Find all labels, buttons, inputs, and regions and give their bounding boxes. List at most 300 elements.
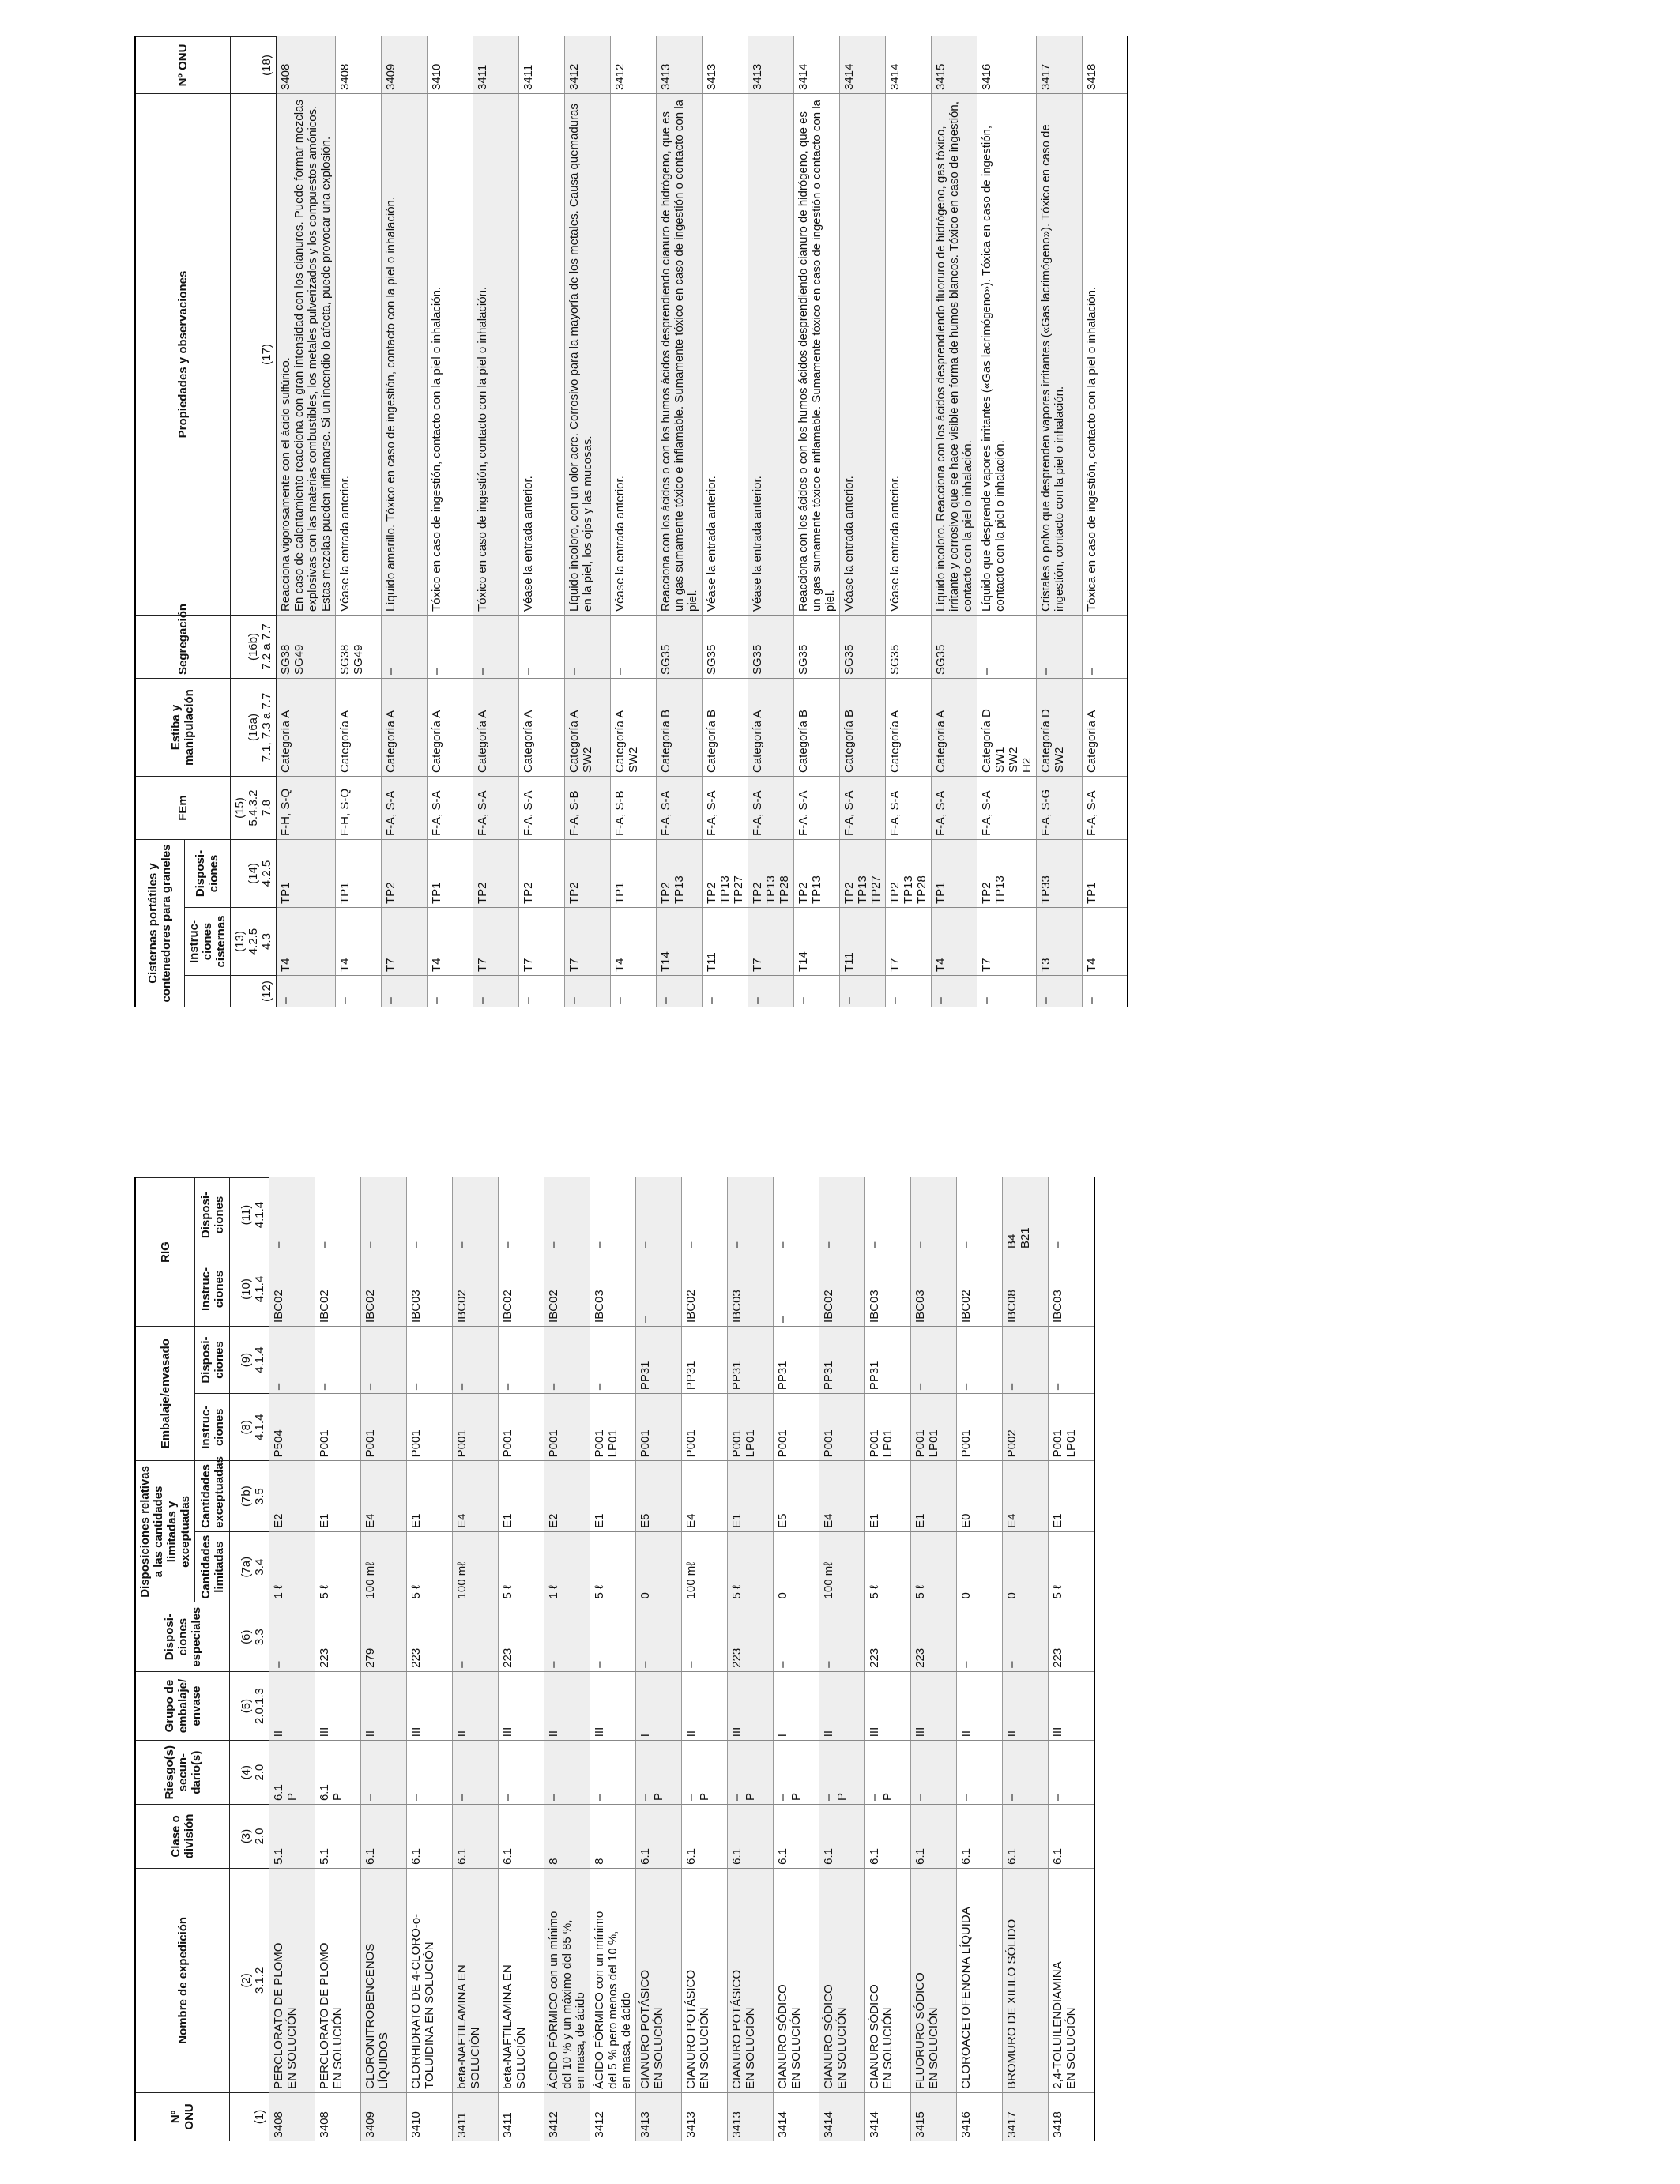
cell-un: 3408 [315,2092,361,2141]
cell-subrisk: 6.1 P [315,1741,361,1805]
cell-tank-instr: T7 [977,908,1036,976]
cell-ibc-prov: – [590,1178,636,1252]
cell-col12: – [748,976,793,1007]
cell-ibc-instr: IBC02 [269,1252,315,1327]
cell-name: FLUORURO SÓDICO EN SOLUCIÓN [911,1868,957,2092]
cell-tank-prov: TP2 TP13 [977,840,1036,908]
cell-ibc-instr: IBC02 [682,1252,728,1327]
cell-class: 6.1 [911,1805,957,1869]
cell-pack-instr: P002 [1003,1394,1049,1461]
cell-excepted-qty: E1 [590,1461,636,1532]
cell-pg: I [774,1671,819,1740]
cell-tank-instr: T14 [656,908,702,976]
cell-subrisk: 6.1 P [269,1741,315,1805]
cell-pg: III [728,1671,774,1740]
cell-un: 3413 [636,2092,682,2141]
table-row [269,1178,315,2141]
cell-name: PERCLORATO DE PLOMO EN SOLUCIÓN [269,1868,315,2092]
table-row [499,1178,544,2141]
cell-properties: Líquido incoloro, con un olor acre. Corrosivo para la mayoría de los metales. Causa quemaduras en la piel, los ojos y las mucosas. [564,94,610,616]
col-eq-header: Cantidades exceptuadas [195,1461,230,1532]
cell-un: 3416 [957,2092,1003,2141]
cell-special: 223 [499,1602,544,1671]
cell-col12: – [564,976,610,1007]
table-row [453,1178,499,2141]
table-row [682,1178,728,2141]
table-row [427,37,473,1007]
cell-excepted-qty: E2 [544,1461,590,1532]
cell-tank-instr: T3 [1036,908,1082,976]
cell-segregation: – [518,616,564,679]
cell-name: ÁCIDO FÓRMICO con un mínimo del 5 % pero menos del 10 %, en masa, de ácido [590,1868,636,2092]
table-row [728,1178,774,2141]
cell-pack-instr: P001 [453,1394,499,1461]
col-num-3: (3) 2.0 [230,1805,269,1869]
cell-limited-qty: 5 ℓ [1049,1531,1094,1602]
cell-pack-instr: P001 LP01 [911,1394,957,1461]
cell-properties: Reacciona con los ácidos o con los humos ácidos desprendiendo cianuro de hidrógeno, que es un gas sumamente tóxico e inflamable. Sumamente tóxico en caso de ingestión o contacto con la piel. [656,94,702,616]
cell-segregation: – [427,616,473,679]
cell-col12: – [473,976,518,1007]
cell-name: beta-NAFTILAMINA EN SOLUCIÓN [453,1868,499,2092]
cell-col12: – [518,976,564,1007]
cell-class: 5.1 [269,1805,315,1869]
cell-ibc-instr: IBC03 [1049,1252,1094,1327]
cell-tank-instr: T11 [839,908,885,976]
cell-col12: – [793,976,839,1007]
cell-stowage: Categoría A [335,679,381,777]
cell-limited-qty: 100 mℓ [361,1531,407,1602]
cell-subrisk: – [957,1741,1003,1805]
cell-properties: Tóxico en caso de ingestión, contacto con la piel o inhalación. [427,94,473,616]
cell-pack-prov: – [315,1326,361,1393]
cell-col12: – [276,976,335,1007]
col-num-14: (14) 4.2.5 [230,840,276,908]
cell-tank-instr: T14 [793,908,839,976]
cell-ems: F-A, S-A [748,777,793,840]
cell-name: CIANURO POTÁSICO EN SOLUCIÓN [682,1868,728,2092]
table-row [702,37,748,1007]
cell-pack-instr: P001 LP01 [728,1394,774,1461]
cell-tank-prov: TP2 [381,840,427,908]
cell-special: – [453,1602,499,1671]
table-row [276,37,335,1007]
cell-name: 2,4-TOLUILENDIAMINA EN SOLUCIÓN [1049,1868,1094,2092]
cell-ibc-instr: IBC02 [544,1252,590,1327]
cell-un: 3413 [656,37,702,94]
cell-limited-qty: 5 ℓ [590,1531,636,1602]
cell-tank-instr: T4 [335,908,381,976]
cell-special: 223 [407,1602,453,1671]
cell-name: BROMURO DE XILILO SÓLIDO [1003,1868,1049,2092]
cell-tank-prov: TP1 [427,840,473,908]
cell-excepted-qty: E1 [1049,1461,1094,1532]
dg-table-right [134,36,1128,1007]
cell-col12: – [885,976,931,1007]
cell-ibc-instr: IBC02 [361,1252,407,1327]
cell-excepted-qty: E5 [636,1461,682,1532]
cell-stowage: Categoría A [748,679,793,777]
cell-name: CIANURO POTÁSICO EN SOLUCIÓN [728,1868,774,2092]
cell-un: 3415 [931,37,977,94]
cell-pack-instr: P001 [957,1394,1003,1461]
cell-name: CIANURO POTÁSICO EN SOLUCIÓN [636,1868,682,2092]
cell-un: 3417 [1003,2092,1049,2141]
cell-class: 8 [544,1805,590,1869]
cell-pack-prov: – [1049,1326,1094,1393]
cell-subrisk: – P [865,1741,911,1805]
cell-class: 6.1 [865,1805,911,1869]
cell-class: 6.1 [636,1805,682,1869]
cell-special: – [819,1602,865,1671]
cell-properties: Tóxico en caso de ingestión, contacto con la piel o inhalación. [473,94,518,616]
cell-pack-prov: – [453,1326,499,1393]
cell-segregation: – [473,616,518,679]
cell-ems: F-A, S-A [518,777,564,840]
cell-properties: Líquido que desprende vapores irritantes («Gas lacrimógeno»). Tóxica en caso de ingestión, contacto con la piel o inhalación. [977,94,1036,616]
cell-pack-instr: P001 [361,1394,407,1461]
dg-table-left [134,1177,1095,2141]
cell-properties: Tóxica en caso de ingestión, contacto con la piel o inhalación. [1082,94,1128,616]
cell-special: – [636,1602,682,1671]
cell-limited-qty: 0 [774,1531,819,1602]
cell-un: 3418 [1049,2092,1094,2141]
cell-pack-instr: P504 [269,1394,315,1461]
cell-special: 223 [865,1602,911,1671]
cell-tank-instr: T7 [473,908,518,976]
cell-pack-instr: P001 [636,1394,682,1461]
col-num-10: (10) 4.1.4 [230,1252,269,1327]
col-12-blank [184,976,230,1007]
table-row [748,37,793,1007]
cell-ibc-prov: – [819,1178,865,1252]
cell-tank-instr: T7 [748,908,793,976]
cell-name: CIANURO SÓDICO EN SOLUCIÓN [774,1868,819,2092]
col-stow-header: Estiba y manipulación [135,679,230,777]
cell-segregation: SG35 [793,616,839,679]
cell-un: 3414 [793,37,839,94]
cell-stowage: Categoría D SW1 SW2 H2 [977,679,1036,777]
table-row [361,1178,407,2141]
cell-ems: F-A, S-A [381,777,427,840]
cell-pack-prov: – [590,1326,636,1393]
cell-stowage: Categoría A [518,679,564,777]
cell-excepted-qty: E1 [911,1461,957,1532]
cell-name: CLORHIDRATO DE 4-CLORO-o- TOLUIDINA EN SOLUCIÓN [407,1868,453,2092]
cell-un: 3414 [819,2092,865,2141]
cell-properties: Líquido incoloro. Reacciona con los ácidos desprendiendo fluoruro de hidrógeno, gas tóxico, irritante y corrosivo que se hace visible en forma de humos blancos. Tóxico en caso de ingestión, contacto con la piel o inhalación. [931,94,977,616]
cell-limited-qty: 100 mℓ [819,1531,865,1602]
cell-tank-prov: TP2 TP13 TP27 [839,840,885,908]
cell-un: 3413 [748,37,793,94]
cell-subrisk: – P [774,1741,819,1805]
cell-tank-prov: TP2 [473,840,518,908]
cell-limited-qty: 5 ℓ [911,1531,957,1602]
cell-special: 223 [1049,1602,1094,1671]
col-num-16b: (16b) 7.2 a 7.7 [230,616,276,679]
col-props-header: Propiedades y observaciones [135,94,230,616]
col-num-15: (15) 5.4.3.2 7.8 [230,777,276,840]
col-tank-prov-header: Disposi-ciones [184,840,230,908]
cell-class: 5.1 [315,1805,361,1869]
cell-subrisk: – [361,1741,407,1805]
cell-limited-qty: 1 ℓ [544,1531,590,1602]
cell-limited-qty: 5 ℓ [315,1531,361,1602]
cell-un: 3414 [865,2092,911,2141]
cell-ibc-prov: – [865,1178,911,1252]
cell-limited-qty: 1 ℓ [269,1531,315,1602]
table-row [793,37,839,1007]
col-subrisk-header: Riesgo(s) secun-dario(s) [135,1741,230,1805]
cell-subrisk: – P [682,1741,728,1805]
cell-un: 3410 [427,37,473,94]
cell-ibc-prov: – [911,1178,957,1252]
cell-subrisk: – [499,1741,544,1805]
table-row [839,37,885,1007]
cell-ibc-instr: IBC03 [911,1252,957,1327]
cell-un: 3411 [473,37,518,94]
cell-ems: F-A, S-A [427,777,473,840]
cell-class: 6.1 [682,1805,728,1869]
cell-ems: F-A, S-B [610,777,656,840]
cell-ems: F-A, S-A [839,777,885,840]
cell-ibc-prov: – [682,1178,728,1252]
table-row [544,1178,590,2141]
cell-tank-prov: TP1 [335,840,381,908]
cell-stowage: Categoría B [702,679,748,777]
cell-excepted-qty: E1 [407,1461,453,1532]
cell-tank-prov: TP2 TP13 TP28 [885,840,931,908]
cell-excepted-qty: E4 [361,1461,407,1532]
cell-special: – [269,1602,315,1671]
col-ems-header: FEm [135,777,230,840]
cell-pg: II [361,1671,407,1740]
col-lq-header: Cantidades limitadas [195,1531,230,1602]
cell-pg: III [1049,1671,1094,1740]
cell-pack-instr: P001 [774,1394,819,1461]
cell-ibc-prov: – [361,1178,407,1252]
cell-tank-instr: T11 [702,908,748,976]
table-row [1082,37,1128,1007]
col-num-9: (9) 4.1.4 [230,1326,269,1393]
cell-properties: Líquido amarillo. Tóxico en caso de ingestión, contacto con la piel o inhalación. [381,94,427,616]
cell-subrisk: – P [728,1741,774,1805]
cell-pack-instr: P001 LP01 [865,1394,911,1461]
col-num-1: (1) [230,2092,269,2141]
cell-col12: – [977,976,1036,1007]
cell-subrisk: – [453,1741,499,1805]
cell-excepted-qty: E4 [682,1461,728,1532]
cell-pack-prov: PP31 [636,1326,682,1393]
cell-ibc-prov: – [315,1178,361,1252]
cell-limited-qty: 100 mℓ [453,1531,499,1602]
cell-ibc-instr: – [636,1252,682,1327]
cell-class: 6.1 [819,1805,865,1869]
cell-un: 3412 [564,37,610,94]
cell-segregation: SG35 [656,616,702,679]
cell-ems: F-A, S-A [885,777,931,840]
cell-ems: F-A, S-G [1036,777,1082,840]
cell-pack-instr: P001 [819,1394,865,1461]
cell-special: 223 [315,1602,361,1671]
cell-pack-instr: P001 LP01 [590,1394,636,1461]
cell-col12: – [610,976,656,1007]
cell-name: CIANURO SÓDICO EN SOLUCIÓN [865,1868,911,2092]
col-num-5: (5) 2.0.1.3 [230,1671,269,1740]
cell-stowage: Categoría A [276,679,335,777]
cell-tank-instr: T4 [931,908,977,976]
cell-name: ÁCIDO FÓRMICO con un mínimo del 10 % y un máximo del 85 %, en masa, de ácido [544,1868,590,2092]
cell-ibc-instr: IBC02 [499,1252,544,1327]
cell-properties: Cristales o polvo que desprenden vapores irritantes («Gas lacrimógeno»). Tóxico en caso de ingestión, contacto con la piel o inhalación. [1036,94,1082,616]
cell-name: CLORONITROBENCENOS LÍQUIDOS [361,1868,407,2092]
cell-ems: F-H, S-Q [276,777,335,840]
cell-excepted-qty: E4 [453,1461,499,1532]
cell-ems: F-A, S-A [977,777,1036,840]
cell-special: 223 [728,1602,774,1671]
cell-tank-prov: TP2 TP13 TP28 [748,840,793,908]
cell-stowage: Categoría A SW2 [610,679,656,777]
cell-pg: II [819,1671,865,1740]
cell-class: 8 [590,1805,636,1869]
cell-col12: – [1036,976,1082,1007]
cell-col12: – [839,976,885,1007]
cell-pack-instr: P001 [315,1394,361,1461]
right-table-body [276,37,1128,1007]
cell-excepted-qty: E1 [865,1461,911,1532]
cell-name: CIANURO SÓDICO EN SOLUCIÓN [819,1868,865,2092]
col-pack-instr-header: Instruc-ciones [195,1394,230,1461]
cell-un: 3409 [361,2092,407,2141]
cell-ibc-prov: – [636,1178,682,1252]
cell-ibc-instr: IBC03 [590,1252,636,1327]
cell-col12: – [702,976,748,1007]
col-class-header: Clase o división [135,1805,230,1869]
cell-pack-prov: – [269,1326,315,1393]
cell-tank-instr: T4 [1082,908,1128,976]
cell-ibc-prov: – [499,1178,544,1252]
cell-pack-prov: PP31 [728,1326,774,1393]
cell-ems: F-A, S-A [702,777,748,840]
cell-tank-prov: TP2 TP13 TP27 [702,840,748,908]
cell-subrisk: – [590,1741,636,1805]
cell-tank-prov: TP1 [610,840,656,908]
cell-limited-qty: 5 ℓ [499,1531,544,1602]
cell-class: 6.1 [1049,1805,1094,1869]
cell-pack-prov: PP31 [819,1326,865,1393]
cell-ibc-prov: – [269,1178,315,1252]
cell-pg: II [957,1671,1003,1740]
table-row [564,37,610,1007]
col-num-2: (2) 3.1.2 [230,1868,269,2092]
cell-pack-prov: PP31 [865,1326,911,1393]
cell-properties: Véase la entrada anterior. [335,94,381,616]
col-num-11: (11) 4.1.4 [230,1178,269,1252]
col-sp-header: Disposi-ciones especiales [135,1602,230,1671]
cell-excepted-qty: E1 [499,1461,544,1532]
cell-pack-prov: – [361,1326,407,1393]
cell-ibc-prov: B4 B21 [1003,1178,1049,1252]
cell-properties: Véase la entrada anterior. [702,94,748,616]
cell-un: 3412 [544,2092,590,2141]
table-row [977,37,1036,1007]
cell-segregation: SG35 [931,616,977,679]
cell-tank-instr: T7 [564,908,610,976]
cell-segregation: – [977,616,1036,679]
cell-pg: II [1003,1671,1049,1740]
col-num-18: (18) [230,37,276,94]
cell-special: – [774,1602,819,1671]
cell-properties: Reacciona vigorosamente con el ácido sulfúrico. En caso de calentamiento reacciona con gran intensidad con los cianuros. Puede formar mezclas explosivas con las materias combustibles, los metales pulverizados y los compuestos amónicos. Estas mezclas pueden inflamarse. Si un incendio lo afecta, puede provocar una explosión. [276,94,335,616]
cell-segregation: SG35 [702,616,748,679]
cell-un: 3408 [335,37,381,94]
cell-ibc-instr: IBC02 [453,1252,499,1327]
cell-stowage: Categoría A [931,679,977,777]
cell-stowage: Categoría B [839,679,885,777]
cell-class: 6.1 [728,1805,774,1869]
cell-class: 6.1 [453,1805,499,1869]
table-row [774,1178,819,2141]
col-tank-group-header: Cisternas portátiles y contenedores para graneles [135,840,184,1007]
table-row [957,1178,1003,2141]
cell-segregation: – [564,616,610,679]
cell-excepted-qty: E1 [728,1461,774,1532]
cell-segregation: – [1082,616,1128,679]
cell-subrisk: – [407,1741,453,1805]
cell-segregation: SG38 SG49 [335,616,381,679]
col-num-12: (12) [230,976,276,1007]
table-row [885,37,931,1007]
cell-pack-prov: – [957,1326,1003,1393]
table-row [407,1178,453,2141]
col-name-header: Nombre de expedición [135,1868,230,2092]
cell-stowage: Categoría A [885,679,931,777]
cell-pg: II [682,1671,728,1740]
cell-pack-instr: P001 [499,1394,544,1461]
cell-un: 3411 [453,2092,499,2141]
cell-ems: F-A, S-A [1082,777,1128,840]
cell-un: 3418 [1082,37,1128,94]
cell-tank-prov: TP2 TP13 [793,840,839,908]
table-row [590,1178,636,2141]
cell-pg: III [499,1671,544,1740]
cell-tank-prov: TP2 [518,840,564,908]
cell-pack-prov: – [911,1326,957,1393]
col-num-16a: (16a) 7.1, 7.3 a 7.7 [230,679,276,777]
cell-tank-prov: TP33 [1036,840,1082,908]
table-row [381,37,427,1007]
table-row [1036,37,1082,1007]
cell-col12: – [1082,976,1128,1007]
cell-segregation: SG35 [748,616,793,679]
cell-tank-prov: TP2 [564,840,610,908]
cell-pg: II [544,1671,590,1740]
cell-un: 3413 [728,2092,774,2141]
table-row [911,1178,957,2141]
table-row [610,37,656,1007]
cell-un: 3408 [269,2092,315,2141]
cell-properties: Véase la entrada anterior. [839,94,885,616]
cell-ems: F-A, S-A [931,777,977,840]
cell-ibc-instr: IBC02 [819,1252,865,1327]
cell-subrisk: – [544,1741,590,1805]
cell-pack-instr: P001 LP01 [1049,1394,1094,1461]
cell-stowage: Categoría A [427,679,473,777]
cell-subrisk: – [1049,1741,1094,1805]
cell-excepted-qty: E2 [269,1461,315,1532]
col-pg-header: Grupo de embalaje/ envase [135,1671,230,1740]
cell-un: 3415 [911,2092,957,2141]
